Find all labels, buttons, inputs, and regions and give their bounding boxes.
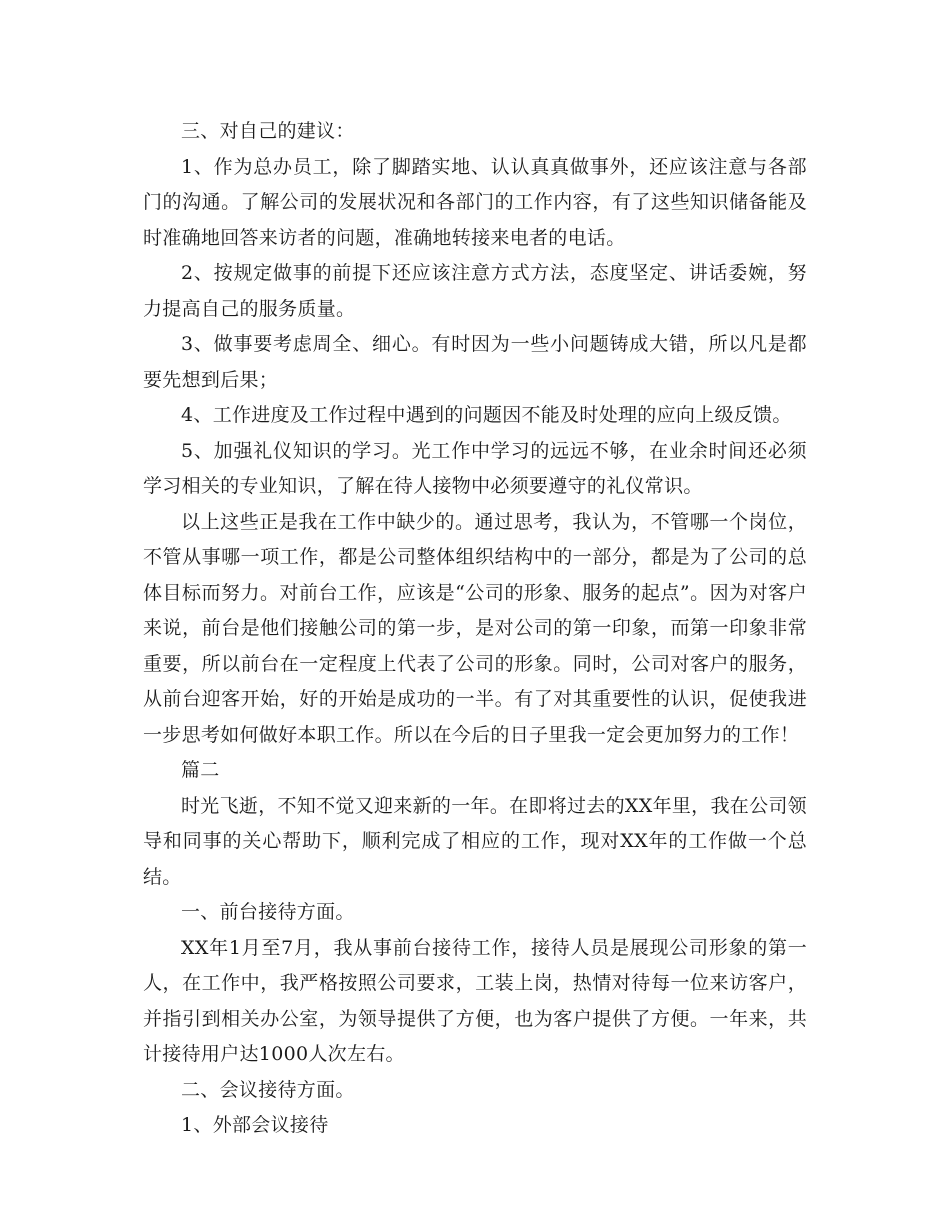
suggestion-item-2: 2、按规定做事的前提下还应该注意方式方法，态度坚定、讲话委婉，努力提高自己的服务质量。 <box>143 262 807 320</box>
suggestion-item-1: 1、作为总办员工，除了脚踏实地、认认真真做事外，还应该注意与各部门的沟通。了解公司的发展状况和各部门的工作内容，有了这些知识储备能及时准确地回答来访者的问题，准确地转接来电者的电话。 <box>143 155 807 249</box>
suggestion-item-3: 3、做事要考虑周全、细心。有时因为一些小问题铸成大错，所以凡是都要先想到后果； <box>143 333 807 391</box>
part-two-heading: 篇二 <box>181 759 220 781</box>
section-heading-front-desk: 一、前台接待方面。 <box>181 901 355 923</box>
meeting-item-1: 1、外部会议接待 <box>181 1114 329 1136</box>
document-body <box>143 114 807 1144</box>
suggestion-item-4: 4、工作进度及工作过程中遇到的问题因不能及时处理的应向上级反馈。 <box>181 404 792 426</box>
front-desk-paragraph: XX年1月至7月，我从事前台接待工作，接待人员是展现公司形象的第一人，在工作中，我严格按照公司要求，工装上岗，热情对待每一位来访客户，并指引到相关办公室，为领导提供了方便，也为客户提供了方便。一年来，共计接待用户达1000人次左右。 <box>143 936 807 1065</box>
section-heading-meetings: 二、会议接待方面。 <box>181 1078 355 1101</box>
reflection-paragraph: 以上这些正是我在工作中缺少的。通过思考，我认为，不管哪一个岗位，不管从事哪一项工作，都是公司整体组织结构中的一部分，都是为了公司的总体目标而努力。对前台工作，应该是“公司的形象、服务的起点”。因为对客户来说，前台是他们接触公司的第一步，是对公司的第一印象，而第一印象非常重要，所以前台在一定程度上代表了公司的形象。同时，公司对客户的服务，从前台迎客开始，好的开始是成功的一半。有了对其重要性的认识，促使我进一步思考如何做好本职工作。所以在今后的日子里我一定会更加努力的工作！ <box>143 510 807 746</box>
section-heading-suggestions: 三、对自己的建议： <box>181 120 355 142</box>
suggestion-item-5: 5、加强礼仪知识的学习。光工作中学习的远远不够，在业余时间还必须学习相关的专业知识，了解在待人接物中必须要遵守的礼仪常识。 <box>143 439 807 497</box>
intro-paragraph: 时光飞逝，不知不觉又迎来新的一年。在即将过去的XX年里，我在公司领导和同事的关心帮助下，顺利完成了相应的工作，现对XX年的工作做一个总结。 <box>143 794 807 888</box>
